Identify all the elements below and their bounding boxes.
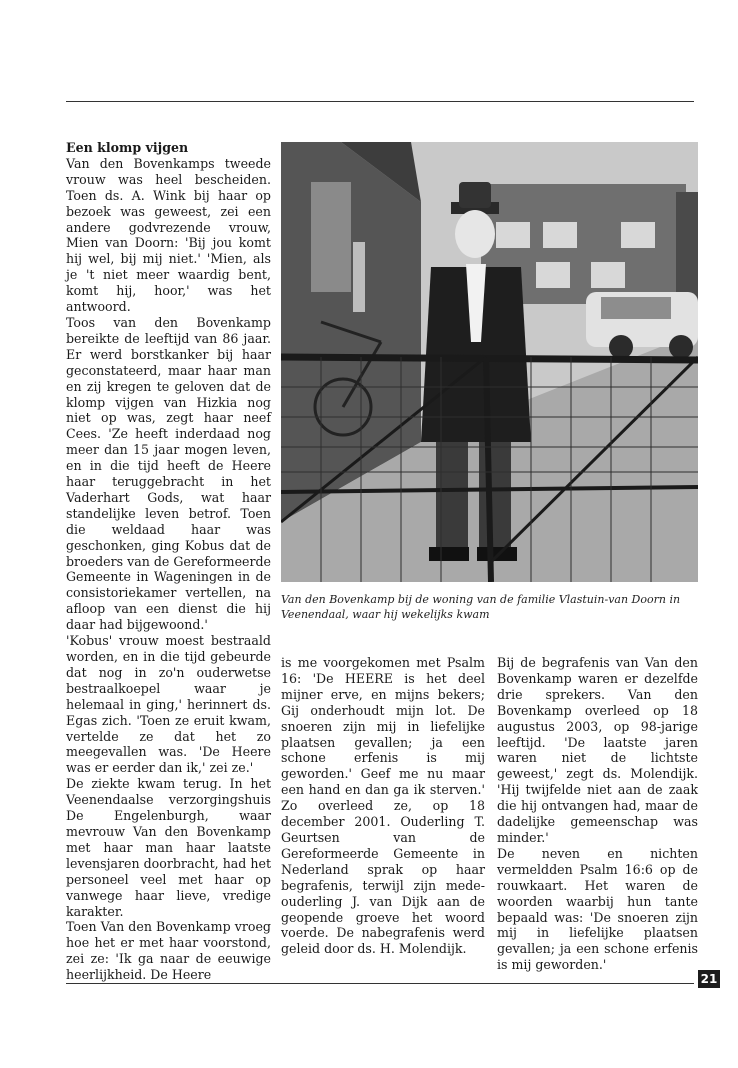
paragraph: Van den Bovenkamps tweede vrouw was heel bescheiden. Toen ds. A. Wink bij haar op bezoek was geweest, zei een andere godvrezende vrouw, Mien van Doorn: 'Bij jou komt hij wel, bij mij niet.' 'Mien, als je 't niet meer waardig bent, komt hij, hoor,' was het antwoord. [66,155,271,315]
paragraph: Toen Van den Bovenkamp vroeg hoe het er met haar voorstond, zei ze: 'Ik ga naar de eeuwige heerlijkheid. De Heere [66,919,271,983]
photo-illustration [281,142,698,582]
paragraph: Toos van den Bovenkamp bereikte de leeftijd van 86 jaar. Er werd borstkanker bij haar geconstateerd, maar haar man en zij kregen te geloven dat de klomp vijgen van Hizkia nog niet op was, zegt haar neef Cees. 'Ze heeft inderdaad nog meer dan 15 jaar mogen leven, en in die tijd heeft de Heere haar teruggebracht in het Vaderhart Gods, wat haar standelijke leven betrof. Toen die weldaad haar was geschonken, ging Kobus dat de broeders van de Gereformeerde Gemeente in Wageningen in de consistoriekamer vertellen, na afloop van een dienst die hij daar had bijgewoond.' [66,314,272,633]
paragraph: Bij de begrafenis van Van den Bovenkamp waren er dezelfde drie sprekers. Van den Bovenkamp overleed op 18 augustus 2003, op 98-jarige leeftijd. 'De laatste jaren waren niet de lichtste geweest,' zegt ds. Molendijk. 'Hij twijfelde niet aan de zaak die hij ontvangen had, maar de dadelijke gemeenschap was minder.' [497,655,698,845]
page-number: 21 [698,970,720,988]
article-column-2 [281,655,485,957]
paragraph: 'Kobus' vrouw moest bestraald worden, en in die tijd gebeurde dat nog in zo'n ouderwetse bestraalkoepel waar je helemaal in ging,' herinnert ds. Egas zich. 'Toen ze eruit kwam, vertelde ze dat het zo meegevallen was. 'De Heere was er eerder dan ik,' zei ze.' [66,633,271,776]
paragraph: De ziekte kwam terug. In het Veenendaalse verzorgingshuis De Engelenburgh, waar mevrouw Van den Bovenkamp met haar man haar laatste levensjaren doorbracht, had het personeel veel met haar op vanwege haar lieve, vredige karakter. [66,776,271,919]
top-rule [66,101,694,102]
article-column-1 [66,140,271,983]
article-photo [281,142,698,582]
article-column-3 [497,655,698,973]
bottom-rule [66,983,694,984]
paragraph: is me voorgekomen met Psalm 16: 'De HEERE is het deel mijner erve, en mijns bekers; Gij onderhoudt mijn lot. De snoeren zijn mij in liefelijke plaatsen gevallen; ja een schone erfenis is mij geworden.' Geef me nu maar een hand en dan ga ik sterven.' Zo overleed ze, op 18 december 2001. Ouderling T. Geurtsen van de Gereformeerde Gemeente in Nederland sprak op haar begrafenis, terwijl zijn mede-ouderling J. van Dijk aan de geopende groeve het woord voerde. De nabegrafenis werd geleid door ds. H. Molendijk. [281,655,485,957]
photo-caption: Van den Bovenkamp bij de woning van de familie Vlastuin-van Doorn in Veenendaal, waar hij wekelijks kwam [281,593,681,621]
section-heading: Een klomp vijgen [66,140,189,155]
paragraph: De neven en nichten vermeldden Psalm 16:6 op de rouwkaart. Het waren de woorden waarbij hun tante bepaald was: 'De snoeren zijn mij in liefelijke plaatsen gevallen; ja een schone erfenis is mij geworden.' [497,845,698,973]
